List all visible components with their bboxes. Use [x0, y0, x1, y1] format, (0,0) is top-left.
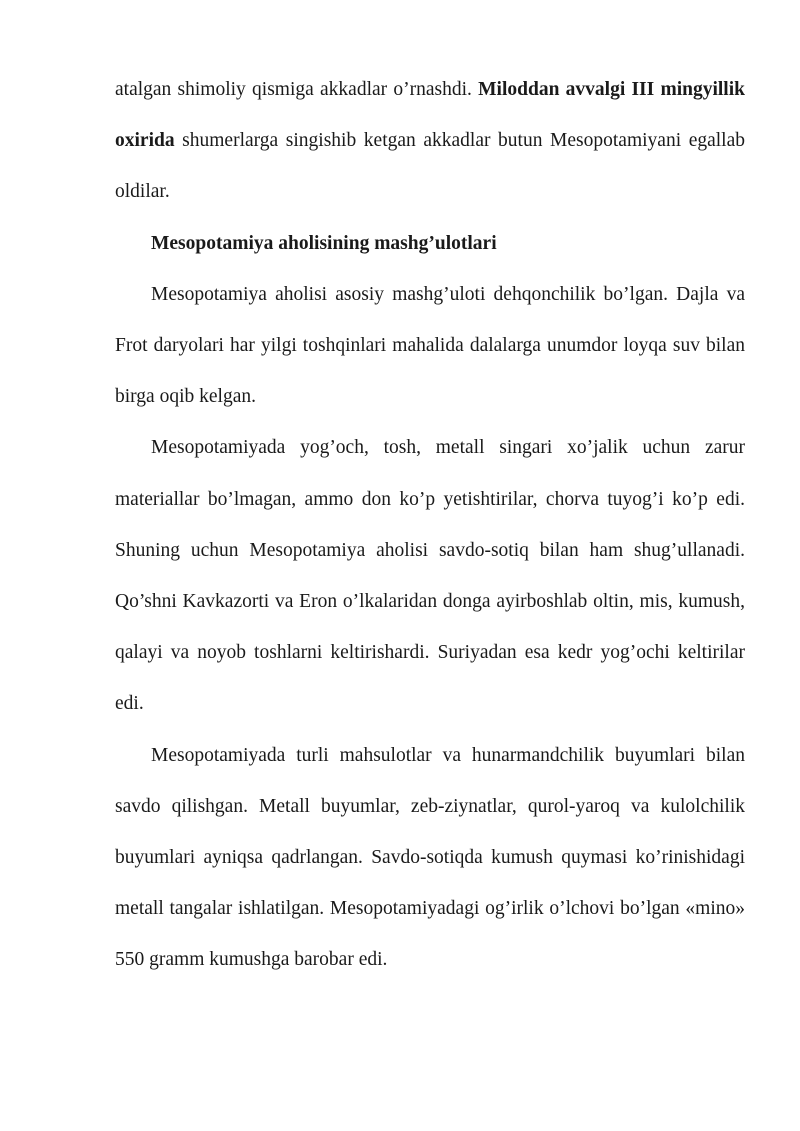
paragraph-text: atalgan shimoliy qismiga akkadlar o’rnashdi. [115, 79, 479, 100]
paragraph-goods: Mesopotamiyada turli mahsulotlar va hunarmandchilik buyumlari bilan savdo qilishgan. Metall buyumlar, zeb-ziynatlar, qurol-yaroq va kulolchilik buyumlari ayniqsa qadrlangan. Savdo-sotiqda kumush quymasi ko’rinishidagi metall tangalar ishlatilgan. Mesopotamiyadagi og’irlik o’lchovi bo’lgan «mino» 550 gramm kumushga barobar edi. [115, 744, 745, 971]
paragraph-akkad [115, 64, 745, 218]
paragraph-trade: Mesopotamiyada yog’och, tosh, metall singari xo’jalik uchun zarur materiallar bo’lmagan, ammo don ko’p yetishtirilar, chorva tuyog’i ko’p edi. Shuning uchun Mesopotamiya aholisi savdo-sotiq bilan ham shug’ullanadi. Qo’shni Kavkazorti va Eron o’lkalaridan donga ayirboshlab oltin, mis, kumush, qalayi va noyob toshlarni keltirishardi. Suriyadan esa kedr yog’ochi keltirilar edi. [115, 437, 745, 715]
paragraph-agriculture: Mesopotamiya aholisi asosiy mashg’uloti dehqonchilik bo’lgan. Dajla va Frot daryolari har yilgi toshqinlari mahalida dalalarga unumdor loyqa suv bilan birga oqib kelgan. [115, 283, 745, 408]
document-page [115, 64, 745, 986]
section-heading: Mesopotamiya aholisining mashg’ulotlari [151, 232, 497, 254]
bold-date-phrase: Miloddan avvalgi III mingyillik oxirida [115, 79, 745, 152]
paragraph-text: shumerlarga singishib ketgan akkadlar butun Mesopotamiyani egallab oldilar. [115, 130, 745, 203]
